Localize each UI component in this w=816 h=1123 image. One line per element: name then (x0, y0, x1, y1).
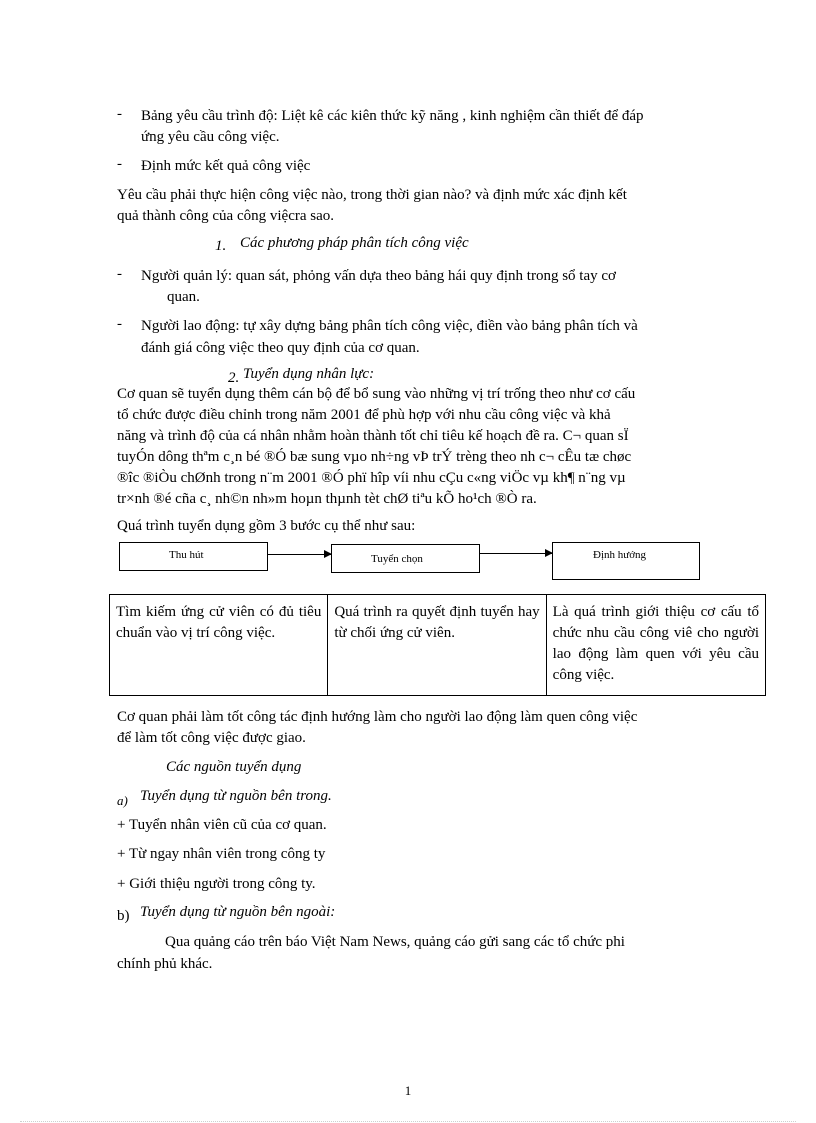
bullet-dash: - (117, 266, 122, 282)
table-cell-orient: Là quá trình giới thiệu cơ cấu tổ chức nhu cầu công viê cho người lao động làm quen với yêu cầu công việc. (546, 595, 765, 696)
bullet-manager-line1: Người quản lý: quan sát, phỏng vấn dựa theo bảng hái quy định trong sổ tay cơ (141, 268, 616, 284)
paragraph-3-line2: để làm tốt công việc được giao. (117, 730, 306, 746)
section-b-title: Tuyển dụng từ nguồn bên ngoài: (140, 904, 336, 920)
flow-step-orient-label: Định hướng (593, 549, 647, 561)
bullet-employee-line2: đánh giá công việc theo quy định của cơ quan. (141, 340, 420, 356)
paragraph-2-line5: ®îc ®iÒu chØnh trong n¨m 2001 ®Ó phï hîp víi nhu cÇu c«ng viÖc vµ kh¶ n¨ng vµ (117, 470, 626, 486)
internal-item: + Từ ngay nhân viên trong công ty (117, 846, 326, 862)
paragraph-3-line1: Cơ quan phải làm tốt công tác định hướng làm cho người lao động làm quen công việc (117, 709, 638, 725)
section-a-title: Tuyển dụng từ nguồn bên trong. (140, 788, 332, 804)
paragraph-1-line2: quả thành công của công việcra sao. (117, 208, 334, 224)
process-intro: Quá trình tuyển dụng gồm 3 bước cụ thể như sau: (117, 518, 416, 534)
paragraph-2-line3: năng và trình độ của cá nhân nhằm hoàn thành tốt chỉ tiêu kế hoạch đề ra. C¬ quan sÏ (117, 428, 629, 444)
paragraph-1-line1: Yêu cầu phải thực hiện công việc nào, trong thời gian nào? và định mức xác định kết (117, 187, 627, 203)
bullet-requirements-line1: Bảng yêu cầu trình độ: Liệt kê các kiên thức kỹ năng , kinh nghiệm cần thiết để đáp (141, 108, 644, 124)
flow-step-select (331, 544, 480, 573)
table-cell-select: Quá trình ra quyết định tuyển hay từ chối ứng cử viên. (328, 595, 546, 696)
flow-arrow-2 (480, 553, 552, 554)
paragraph-2-line1: Cơ quan sẽ tuyển dụng thêm cán bộ để bổ sung vào những vị trí trống theo như cơ cấu (117, 386, 636, 402)
page-bottom-rule (20, 1121, 796, 1122)
heading-1-number: 1. (215, 238, 227, 254)
flow-arrow-1 (268, 554, 331, 555)
bullet-employee-line1: Người lao động: tự xây dựng bảng phân tích công việc, điền vào bảng phân tích và (141, 318, 638, 334)
flow-step-attract (119, 542, 268, 571)
bullet-dash: - (117, 316, 122, 332)
table-cell-attract: Tìm kiếm ứng cử viên có đủ tiêu chuẩn vào vị trí công việc. (110, 595, 328, 696)
internal-item: + Giới thiệu người trong công ty. (117, 876, 316, 892)
paragraph-4-line2: chính phủ khác. (117, 956, 213, 972)
paragraph-2-line6: tr×nh ®é cña c¸ nh©n nh»m hoµn thµnh tèt chØ tiªu kÕ ho¹ch ®Ò ra. (117, 491, 537, 507)
paragraph-2-line4: tuyÓn dông thªm c¸n bé ®Ó bæ sung vµo nh÷ng vÞ trÝ trèng theo nh c¬ cÊu tæ chøc (117, 449, 632, 465)
sources-heading: Các nguồn tuyển dụng (166, 759, 302, 775)
bullet-dash: - (117, 106, 122, 122)
section-a-label: a) (117, 793, 128, 808)
bullet-requirements-line2: ứng yêu cầu công việc. (141, 129, 280, 145)
internal-item: + Tuyển nhân viên cũ của cơ quan. (117, 817, 327, 833)
flow-step-attract-label: Thu hút (169, 549, 204, 561)
bullet-manager-line2: quan. (167, 289, 200, 305)
flow-step-select-label: Tuyển chọn (371, 553, 423, 565)
table-row (110, 595, 766, 696)
page-number: 1 (404, 1083, 412, 1098)
heading-1-title: Các phương pháp phân tích công việc (240, 235, 469, 251)
process-description-table (109, 594, 766, 696)
section-b-label: b) (117, 908, 130, 924)
heading-2-title: Tuyển dụng nhân lực: (243, 366, 375, 382)
bullet-dash: - (117, 156, 122, 172)
heading-2-number: 2. (228, 370, 240, 386)
bullet-performance: Định mức kết quả công việc (141, 158, 311, 174)
flow-step-orient (552, 542, 700, 580)
paragraph-4-line1: Qua quảng cáo trên báo Việt Nam News, quảng cáo gửi sang các tổ chức phi (165, 934, 625, 950)
paragraph-2-line2: tổ chức được điều chỉnh trong năm 2001 để phù hợp với nhu cầu công việc và khả (117, 407, 611, 423)
